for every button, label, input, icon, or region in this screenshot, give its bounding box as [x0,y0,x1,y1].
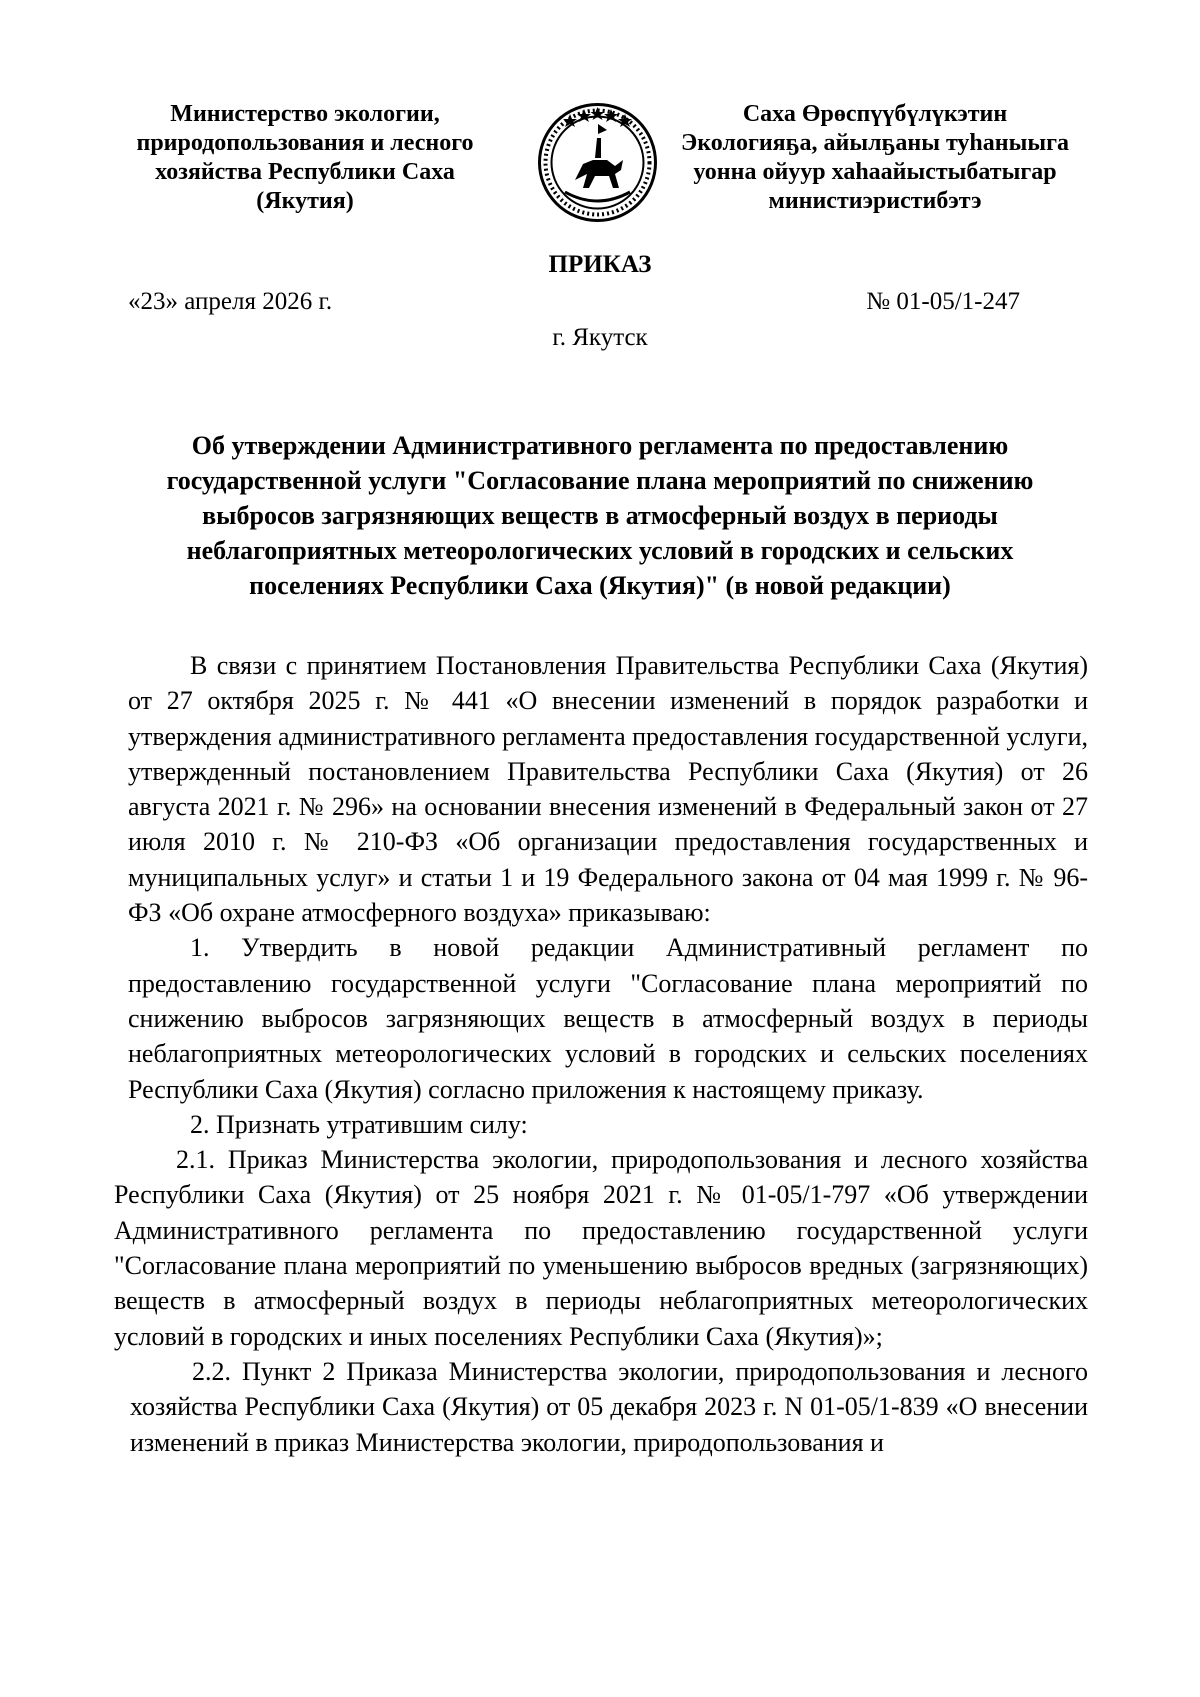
item-2-2-paragraph: 2.2. Пункт 2 Приказа Министерства экологии, природопользования и лесного хозяйства Республики Саха (Якутия) от 05 декабря 2023 г. N 01-05/1-839 «О внесении изменений в приказ Министерства экологии, природопользования и [130,1356,1088,1457]
ministry-ru-line: Министерство экологии, [170,101,440,127]
order-number: № 01-05/1-247 [866,288,1020,315]
order-city: г. Якутск [552,324,648,351]
order-subject: Об утверждении Административного регламента по предоставлению государственной услуги "Согласование плана мероприятий по снижению выбросов загрязняющих веществ в атмосферный воздух в периоды неблагоприятных метеорологических условий в городских и сельских поселениях Республики Саха (Якутия)" (в новой редакции) [166,431,1034,600]
preamble-paragraph: В связи с принятием Постановления Правительства Республики Саха (Якутия) от 27 октября 2025 г. № 441 «О внесении изменений в порядок разработки и утверждения административного регламента предоставления государственной услуги, утвержденный постановлением Правительства Республики Саха (Якутия) от 26 августа 2021 г. № 296» на основании внесения изменений в Федеральный закон от 27 июля 2010 г. № 210-ФЗ «Об организации предоставления государственных и муниципальных услуг» и статьи 1 и 19 Федерального закона от 04 мая 1999 г. № 96-ФЗ «Об охране атмосферного воздуха» приказываю: [128,651,1088,928]
document-header [0,100,1200,230]
ministry-ru-line: хозяйства Республики Саха [155,159,455,185]
coat-of-arms-icon [535,100,660,225]
ministry-sah-line: уонна ойуур хаһаайыстыбатыгар [693,159,1057,185]
ministry-sah-line: министиэристибэтэ [768,188,982,214]
order-title: ПРИКАЗ [548,251,652,278]
ministry-name-sakha [660,100,1090,216]
item-2-1-paragraph: 2.1. Приказ Министерства экологии, природопользования и лесного хозяйства Республики Саха (Якутия) от 25 ноября 2021 г. № 01-05/1-797 «Об утверждении Административного регламента по предоставлению государственной услуги "Согласование плана мероприятий по уменьшению выбросов вредных (загрязняющих) веществ в атмосферный воздух в периоды неблагоприятных метеорологических условий в городских и иных поселениях Республики Саха (Якутия)»; [114,1145,1088,1351]
item-1-paragraph: 1. Утвердить в новой редакции Административный регламент по предоставлению государственной услуги "Согласование плана мероприятий по снижению выбросов загрязняющих веществ в атмосферный воздух в периоды неблагоприятных метеорологических условий в городских и сельских поселениях Республики Саха (Якутия) согласно приложения к настоящему приказу. [128,933,1088,1104]
item-2-paragraph: 2. Признать утратившим силу: [190,1109,528,1139]
ministry-name-russian [120,100,490,216]
order-body [114,648,1088,1460]
order-date: «23» апреля 2026 г. [128,288,333,315]
ministry-ru-line: (Якутия) [256,188,354,214]
ministry-ru-line: природопользования и лесного [136,130,474,156]
ministry-sah-line: Экологияҕа, айылҕаны туһаныыга [681,130,1069,156]
ministry-sah-line: Саха Өрөспүүбүлүкэтин [742,101,1008,127]
